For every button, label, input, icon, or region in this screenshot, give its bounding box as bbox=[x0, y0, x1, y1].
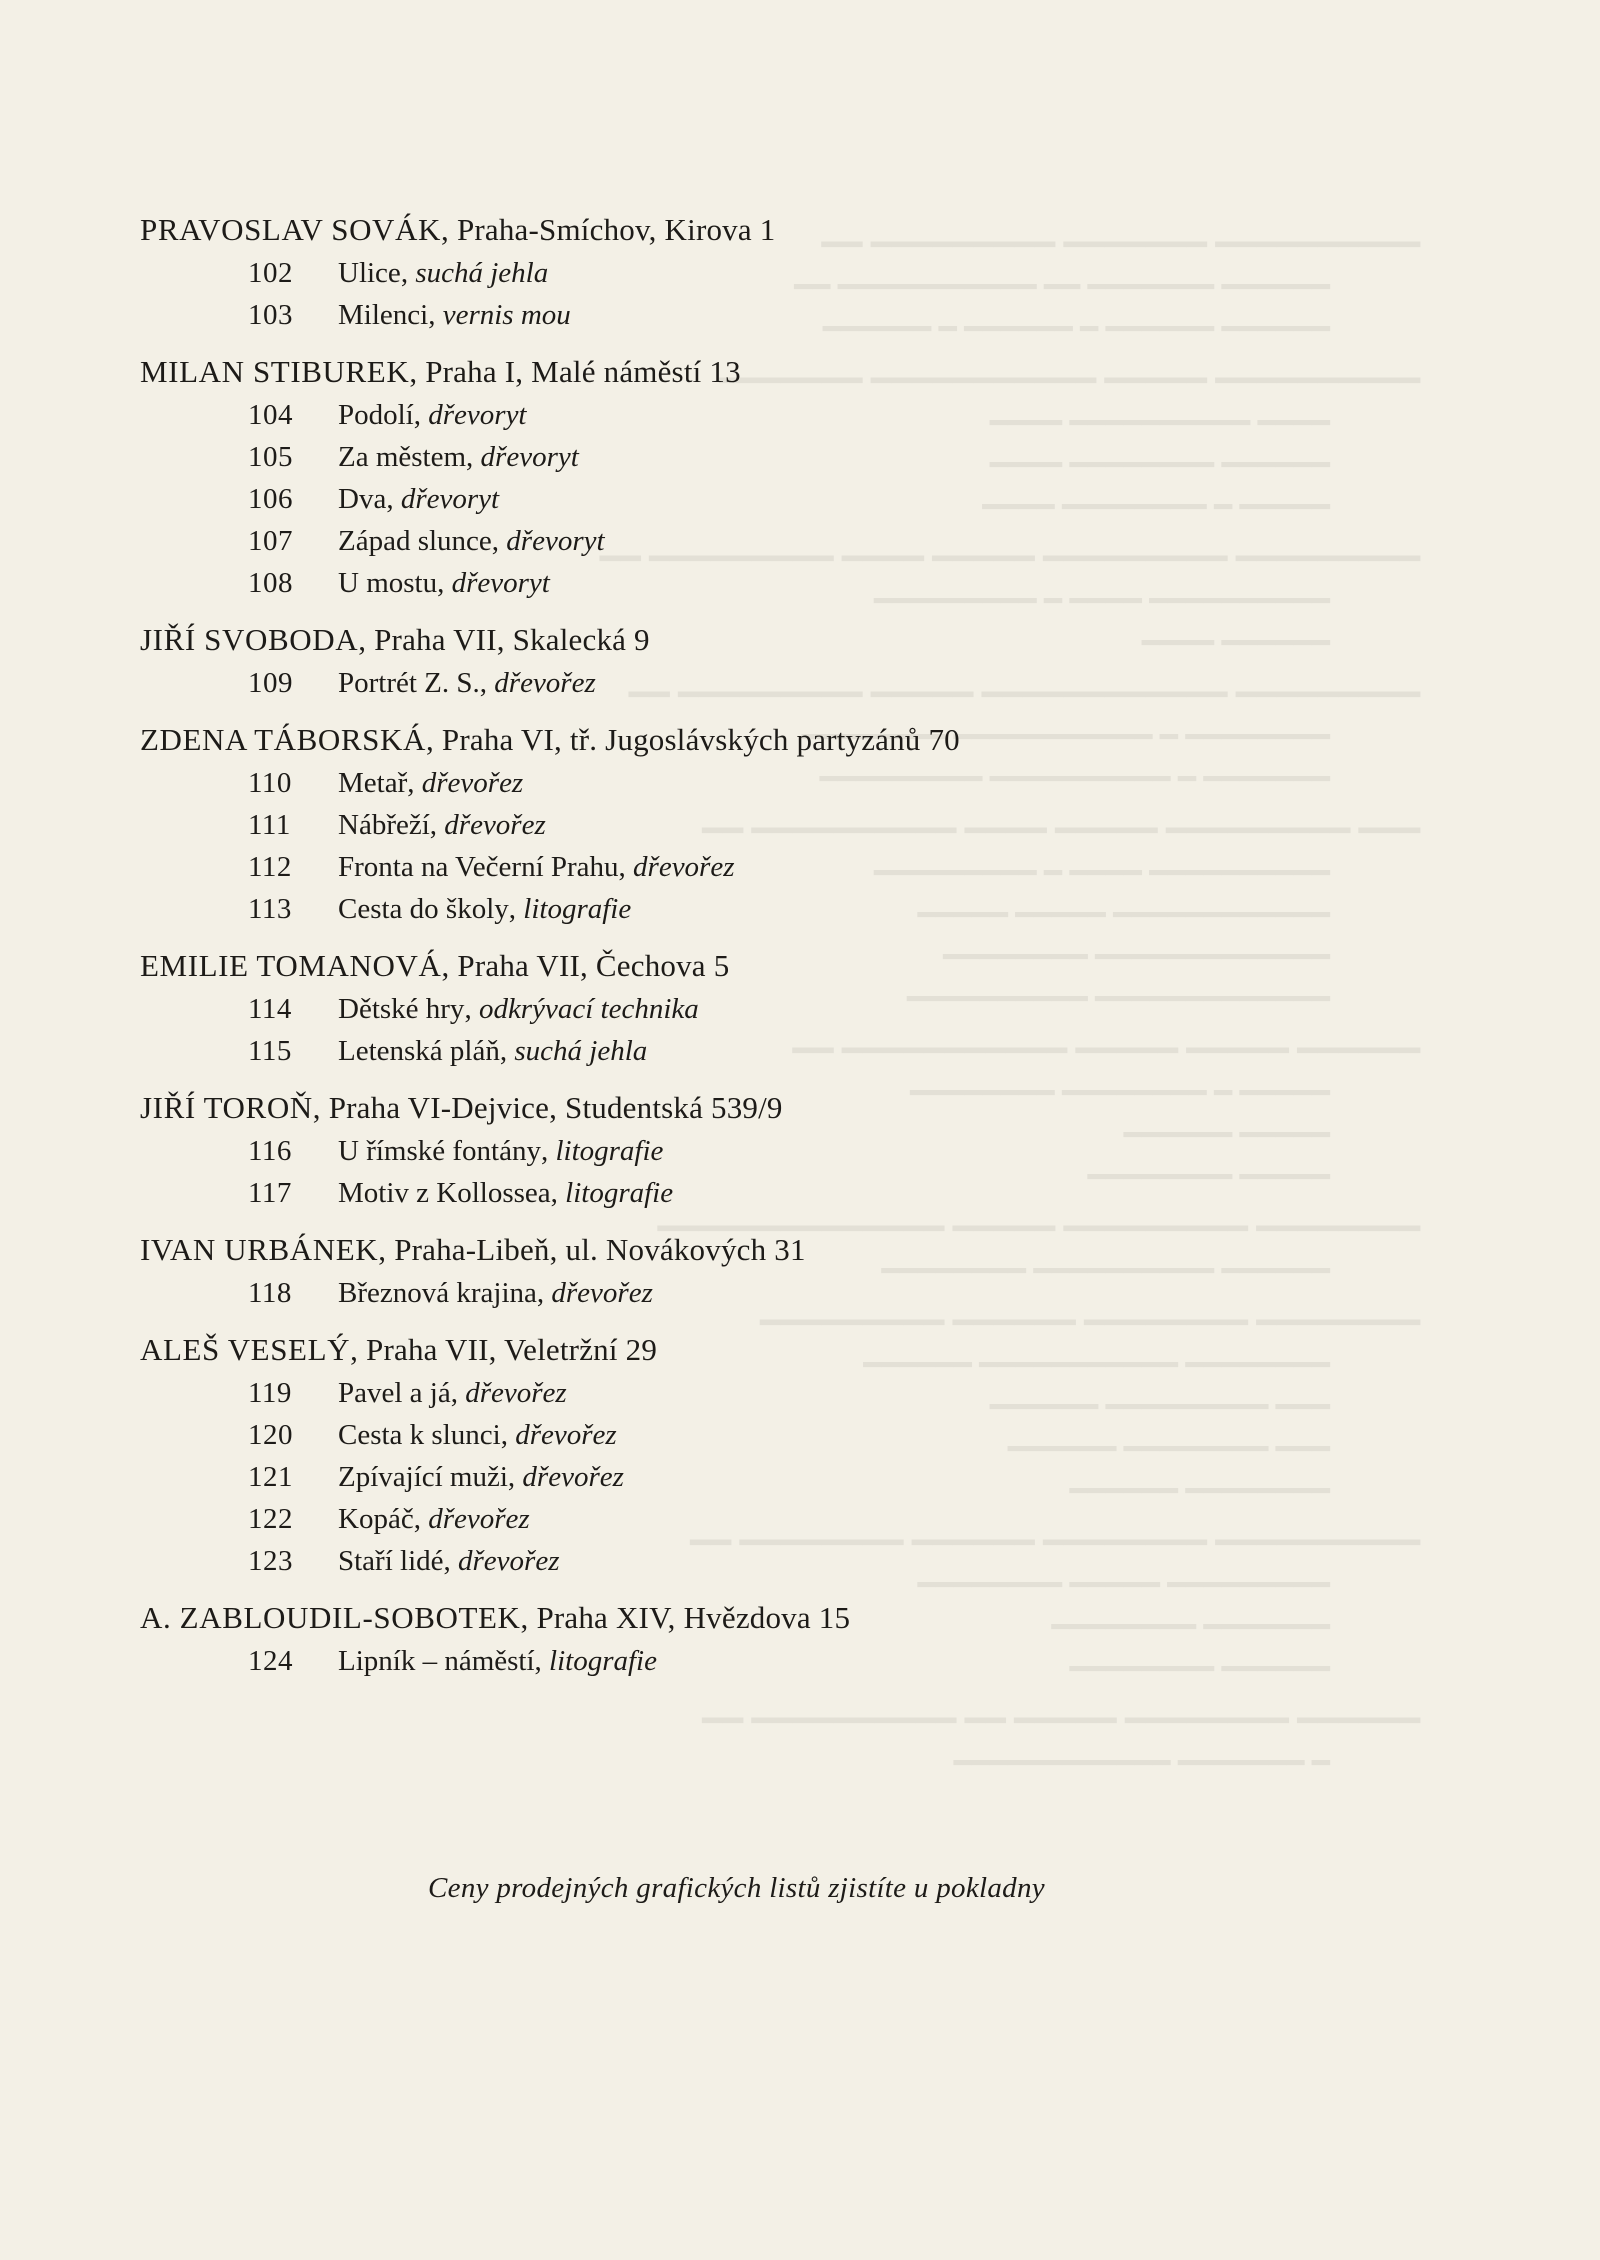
work-technique: dřevořez bbox=[522, 1461, 624, 1493]
artist-address: Praha XIV, Hvězdova 15 bbox=[536, 1600, 851, 1635]
work-title: Letenská pláň bbox=[338, 1035, 500, 1067]
work-technique: dřevoryt bbox=[400, 483, 500, 515]
work-number: 107 bbox=[248, 525, 293, 557]
work-number: 121 bbox=[248, 1461, 293, 1493]
artist-address: Praha VII, Veletržní 29 bbox=[366, 1332, 658, 1367]
artist-header: IVAN URBÁNEK, Praha-Libeň, ul. Novákových 31 bbox=[140, 1232, 806, 1267]
artist-entry bbox=[140, 1086, 1420, 1214]
artist-entry bbox=[140, 1228, 1420, 1314]
work-technique: dřevořez bbox=[551, 1277, 653, 1309]
work-number: 119 bbox=[248, 1377, 292, 1409]
artist-name: IVAN URBÁNEK bbox=[140, 1232, 379, 1267]
work-item: 102 Ulice , suchá jehla bbox=[140, 252, 1420, 294]
work-title: Podolí bbox=[338, 399, 414, 431]
work-item: 110 Metař , dřevořez bbox=[140, 762, 1420, 804]
work-title: U mostu bbox=[338, 567, 438, 599]
work-title: Dětské hry bbox=[338, 993, 465, 1025]
work-number: 122 bbox=[248, 1503, 293, 1535]
work-number: 105 bbox=[248, 441, 293, 473]
work-title: Ulice bbox=[338, 257, 401, 289]
work-item: 117 Motiv z Kollossea , litografie bbox=[140, 1172, 1420, 1214]
artist-address: Praha-Libeň, ul. Novákových 31 bbox=[394, 1232, 806, 1267]
work-title: Kopáč bbox=[338, 1503, 414, 1535]
price-note: Ceny prodejných grafických listů zjistíte u pokladny bbox=[428, 1872, 1045, 1904]
artist-header: JIŘÍ TOROŇ, Praha VI-Dejvice, Studentská 539/9 bbox=[140, 1090, 783, 1125]
artist-header: A. ZABLOUDIL-SOBOTEK, Praha XIV, Hvězdova 15 bbox=[140, 1600, 851, 1635]
work-technique: suchá jehla bbox=[415, 257, 549, 289]
work-title: Pavel a já bbox=[338, 1377, 451, 1409]
work-title: Západ slunce bbox=[338, 525, 492, 557]
artist-header: ALEŠ VESELÝ, Praha VII, Veletržní 29 bbox=[140, 1332, 658, 1367]
work-number: 104 bbox=[248, 399, 293, 431]
work-technique: suchá jehla bbox=[514, 1035, 648, 1067]
artist-address: Praha VI, tř. Jugoslávských partyzánů 70 bbox=[441, 722, 960, 757]
work-item: 121 Zpívající muži , dřevořez bbox=[140, 1456, 1420, 1498]
artist-name: JIŘÍ SVOBODA bbox=[140, 622, 359, 657]
artist-address: Praha VI-Dejvice, Studentská 539/9 bbox=[328, 1090, 783, 1125]
work-number: 108 bbox=[248, 567, 293, 599]
work-item: 115 Letenská pláň , suchá jehla bbox=[140, 1030, 1420, 1072]
work-number: 113 bbox=[248, 893, 292, 925]
artist-name: MILAN STIBUREK bbox=[140, 354, 410, 389]
artist-name: A. ZABLOUDIL-SOBOTEK bbox=[140, 1600, 521, 1635]
artist-name: JIŘÍ TOROŇ bbox=[140, 1090, 313, 1125]
artist-header: EMILIE TOMANOVÁ, Praha VII, Čechova 5 bbox=[140, 948, 730, 983]
work-technique: dřevoryt bbox=[451, 567, 550, 599]
work-item: 123 Staří lidé , dřevořez bbox=[140, 1540, 1420, 1582]
work-technique: dřevořez bbox=[444, 809, 546, 841]
work-item: 103 Milenci , vernis mou bbox=[140, 294, 1420, 336]
work-item: 107 Západ slunce , dřevoryt bbox=[140, 520, 1420, 562]
work-technique: dřevoryt bbox=[480, 441, 579, 473]
work-title: Milenci bbox=[338, 299, 429, 331]
work-number: 118 bbox=[248, 1277, 292, 1309]
work-item: 114 Dětské hry , odkrývací technika bbox=[140, 988, 1420, 1030]
work-title: Cesta do školy bbox=[338, 893, 509, 925]
work-item: 113 Cesta do školy , litografie bbox=[140, 888, 1420, 930]
bleed-through-texture: ━━━━━━━━━━ ━━━━━━━ ━━━━━━━━━ ━━ ━━━━━━ ━━━━━━━ ━━ ━━━━━━━━━━━ ━━ ━━━━━━ ━━━━━━ ━ ━━━━━━ ━ ━━━━━━ ━━━━━━━━━━ ━━━━━ ━━━━━━━━━━━ ━━━━━━━ ━━━━ ━━━━━━━━━━ ━━━━ ━━━━━━ ━━━━━━━━ ━━━━ ━━━━━ ━ ━━━━━━━━ ━━━━ ━━━━━━━━━ ━━━━━━━━━ ━━━━━ ━━━━ ━━━━━━━━━ ━━ ━━━━━━━━━━ ━━━━ ━ ━━━━━━━━━ ━━━━━━ ━━━━ ━━━━━━━━━ ━━━━━━━━━━━━ ━━━━━ ━━━━━━━━━ ━━ ━━━━━━━━ ━ ━━━━━━━━━━━ ━━━━━━━━ ━━━━━━━ ━ ━━━━━━━━━━ ━━━━━━━━━ ━━━ ━━━━━━━━━ ━━━━━ ━━━━ ━━━━━━━━━━ ━━ ━━━━━━━━━━ ━━━━ ━ ━━━━━━━━━ ━━━━━━━━━━━━ ━━━━━ ━━━━━ ━━━━━━━━━━━━━ ━━━━━━━━ ━━━━━━━━━━━━━ ━━━━━━━━━━ ━━━━━━ ━━━━━ ━━━━━ ━━━━━━━━━━━ ━━ ━━━━━ ━ ━━━━━━━━ ━━━━━━━━ ━━━━━ ━━━━━━ ━━━━━ ━━━━━━━━ ━━━━━━━━ ━━━━━━━━━ ━━━━━ ━━━━━━━━━━━━━━ ━━━━━━ ━━━━━━━━━━ ━━━━━━━━ ━━━━━━━━ ━━━━━━━━ ━━━━━━ ━━━━━━━━━ ━━━━━━━━ ━━━━━━━━━━━ ━━━━━━ ━━━ ━━━━━━━━━ ━━━━━━ ━━━ ━━━━━━━━ ━━━━━━ ━━━━━━━━ ━━━━━━ ━━━━━━━━━━ ━━━━━━━━ ━━━━━━ ━━━━━━━━ ━━ ━━━━━━━━━ ━━━━━ ━━━━━━━━ ━━━━━━━ ━━━━━━━━ ━━━━━━ ━━━━━━━━ ━━━━━━ ━━━━━━━━ ━━━━━ ━━ ━━━━━━━━━━ ━━ ━ ━━━━━━━ ━━━━━━━━━━━━ bbox=[599, 227, 1420, 1780]
work-item: 105 Za městem , dřevoryt bbox=[140, 436, 1420, 478]
artist-header: ZDENA TÁBORSKÁ, Praha VI, tř. Jugoslávských partyzánů 70 bbox=[140, 722, 960, 757]
work-number: 123 bbox=[248, 1545, 293, 1577]
work-title: Metař bbox=[338, 767, 408, 799]
work-title: U římské fontány bbox=[338, 1135, 541, 1167]
artist-address: Praha-Smíchov, Kirova 1 bbox=[456, 212, 776, 247]
work-number: 109 bbox=[248, 667, 293, 699]
work-title: Za městem bbox=[338, 441, 467, 473]
work-technique: dřevořez bbox=[428, 1503, 530, 1535]
work-number: 115 bbox=[248, 1035, 292, 1067]
work-number: 117 bbox=[248, 1177, 292, 1209]
artist-entry bbox=[140, 350, 1420, 604]
artist-name: ALEŠ VESELÝ bbox=[140, 1332, 351, 1367]
work-technique: odkrývací technika bbox=[478, 993, 699, 1025]
work-title: Cesta k slunci bbox=[338, 1419, 501, 1451]
work-title: Nábřeží bbox=[338, 809, 430, 841]
work-number: 106 bbox=[248, 483, 293, 515]
work-item: 108 U mostu , dřevoryt bbox=[140, 562, 1420, 604]
work-technique: dřevořez bbox=[494, 667, 596, 699]
artist-entry bbox=[140, 1596, 1420, 1682]
artist-header: MILAN STIBUREK, Praha I, Malé náměstí 13 bbox=[140, 354, 741, 389]
work-number: 116 bbox=[248, 1135, 292, 1167]
artist-address: Praha VII, Skalecká 9 bbox=[374, 622, 650, 657]
work-title: Dva bbox=[338, 483, 387, 515]
work-item: 104 Podolí , dřevoryt bbox=[140, 394, 1420, 436]
artist-address: Praha VII, Čechova 5 bbox=[457, 948, 730, 983]
work-technique: litografie bbox=[549, 1645, 657, 1677]
work-item: 118 Březnová krajina , dřevořez bbox=[140, 1272, 1420, 1314]
work-technique: dřevoryt bbox=[428, 399, 527, 431]
work-item: 111 Nábřeží , dřevořez bbox=[140, 804, 1420, 846]
work-number: 112 bbox=[248, 851, 292, 883]
work-technique: vernis mou bbox=[442, 299, 571, 331]
work-technique: dřevořez bbox=[465, 1377, 567, 1409]
work-technique: dřevořez bbox=[458, 1545, 560, 1577]
artist-name: ZDENA TÁBORSKÁ bbox=[140, 722, 426, 757]
artist-entry bbox=[140, 618, 1420, 704]
work-item: 109 Portrét Z. S. , dřevořez bbox=[140, 662, 1420, 704]
work-technique: litografie bbox=[523, 893, 632, 925]
work-number: 120 bbox=[248, 1419, 293, 1451]
work-title: Motiv z Kollossea bbox=[338, 1177, 551, 1209]
work-technique: dřevořez bbox=[421, 767, 524, 799]
work-item: 106 Dva , dřevoryt bbox=[140, 478, 1420, 520]
work-technique: dřevořez bbox=[633, 851, 735, 883]
work-number: 114 bbox=[248, 993, 292, 1025]
artist-entry bbox=[140, 208, 1420, 336]
artist-name: EMILIE TOMANOVÁ bbox=[140, 948, 442, 983]
work-item: 120 Cesta k slunci , dřevořez bbox=[140, 1414, 1420, 1456]
work-item: 119 Pavel a já , dřevořez bbox=[140, 1372, 1420, 1414]
artist-header: JIŘÍ SVOBODA, Praha VII, Skalecká 9 bbox=[140, 622, 650, 657]
artist-header: PRAVOSLAV SOVÁK, Praha-Smíchov, Kirova 1 bbox=[140, 212, 776, 247]
work-item: 124 Lipník – náměstí , litografie bbox=[140, 1640, 1420, 1682]
work-technique: litografie bbox=[565, 1177, 674, 1209]
work-number: 102 bbox=[248, 257, 293, 289]
artist-entry bbox=[140, 1328, 1420, 1582]
work-number: 111 bbox=[248, 809, 291, 841]
artist-address: Praha I, Malé náměstí 13 bbox=[425, 354, 741, 389]
work-number: 124 bbox=[248, 1645, 293, 1677]
work-item: 122 Kopáč , dřevořez bbox=[140, 1498, 1420, 1540]
work-item: 112 Fronta na Večerní Prahu , dřevořez bbox=[140, 846, 1420, 888]
work-title: Portrét Z. S. bbox=[338, 667, 480, 699]
artist-entry bbox=[140, 718, 1420, 930]
work-item: 116 U římské fontány , litografie bbox=[140, 1130, 1420, 1172]
work-title: Březnová krajina bbox=[338, 1277, 537, 1309]
work-technique: litografie bbox=[555, 1135, 664, 1167]
work-title: Staří lidé bbox=[338, 1545, 444, 1577]
work-technique: dřevořez bbox=[515, 1419, 617, 1451]
work-title: Zpívající muži bbox=[338, 1461, 508, 1493]
artist-entry bbox=[140, 944, 1420, 1072]
artist-list bbox=[140, 208, 1420, 1688]
work-number: 103 bbox=[248, 299, 293, 331]
work-title: Lipník – náměstí bbox=[338, 1645, 535, 1677]
work-number: 110 bbox=[248, 767, 292, 799]
work-technique: dřevoryt bbox=[506, 525, 605, 557]
artist-name: PRAVOSLAV SOVÁK bbox=[140, 212, 442, 247]
work-title: Fronta na Večerní Prahu bbox=[338, 851, 619, 883]
